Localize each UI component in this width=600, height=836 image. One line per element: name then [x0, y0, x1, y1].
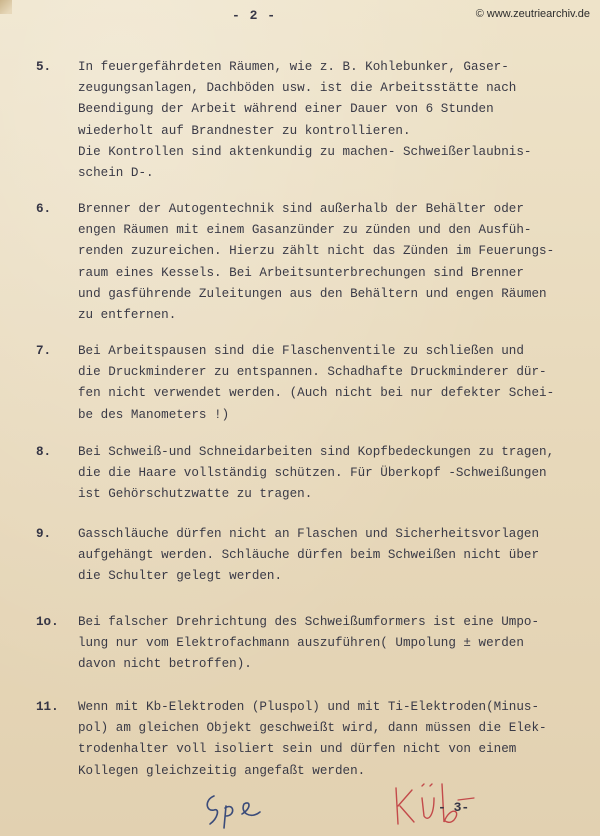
item-number: 7.	[36, 344, 52, 358]
text-line: zu entfernen.	[78, 308, 177, 323]
text-line: lung nur vom Elektrofachmann auszuführen( Umpolung ± werden	[78, 636, 524, 651]
item-number: 6.	[36, 202, 52, 216]
text-line: zeugungsanlagen, Dachböden usw. ist die Arbeitsstätte nach	[78, 81, 517, 96]
text-line: pol) am gleichen Objekt geschweißt wird, dann müssen die Elek-	[78, 721, 547, 736]
page-number-next: - 3-	[438, 800, 470, 815]
item-10	[36, 612, 584, 676]
text-line: Kollegen gleichzeitig angefaßt werden.	[78, 763, 366, 778]
text-line: In feuergefährdeten Räumen, wie z. B. Kohlebunker, Gaser-	[78, 60, 509, 74]
item-8	[36, 442, 584, 506]
text-line: Wenn mit Kb-Elektroden (Pluspol) und mit Ti-Elektroden(Minus-	[78, 700, 540, 714]
text-line: die Druckminderer zu entspannen. Schadhafte Druckminderer dür-	[78, 365, 547, 380]
text-line: wiederholt auf Brandnester zu kontrollieren.	[78, 123, 411, 138]
text-line: die Schulter gelegt werden.	[78, 569, 283, 584]
page-number-top: - 2 -	[232, 8, 277, 23]
text-line: Die Kontrollen sind aktenkundig zu machen- Schweißerlaubnis-	[78, 144, 532, 159]
text-line: be des Manometers !)	[78, 407, 230, 422]
text-line: Gasschläuche dürfen nicht an Flaschen und Sicherheitsvorlagen	[78, 527, 540, 541]
watermark: © www.zeutriearchiv.de	[475, 8, 590, 20]
item-11	[36, 697, 584, 782]
text-line: trodenhalter voll isoliert sein und dürfen nicht von einem	[78, 742, 517, 757]
text-line: Beendigung der Arbeit während einer Dauer von 6 Stunden	[78, 102, 494, 117]
item-5	[36, 57, 584, 184]
item-text	[78, 442, 584, 506]
text-line: schein D-.	[78, 166, 154, 181]
item-number: 5.	[36, 60, 52, 74]
text-line: ist Gehörschutzwatte zu tragen.	[78, 487, 313, 502]
item-text	[78, 524, 584, 588]
text-line: die die Haare vollständig schützen. Für Überkopf -Schweißungen	[78, 466, 547, 481]
text-line: Bei Schweiß-und Schneidarbeiten sind Kopfbedeckungen zu tragen,	[78, 445, 555, 459]
text-line: Brenner der Autogentechnik sind außerhalb der Behälter oder	[78, 202, 524, 216]
paper-fold	[0, 0, 12, 14]
text-line: raum eines Kessels. Bei Arbeitsunterbrechungen sind Brenner	[78, 265, 524, 280]
item-number: 8.	[36, 445, 52, 459]
text-line: engen Räumen mit einem Gasanzünder zu zünden und den Ausfüh-	[78, 223, 532, 238]
item-number: 9.	[36, 527, 52, 541]
text-line: aufgehängt werden. Schläuche dürfen beim Schweißen nicht über	[78, 548, 540, 563]
text-line: fen nicht verwendet werden. (Auch nicht bei nur defekter Schei-	[78, 386, 555, 401]
item-text	[78, 57, 584, 184]
handwritten-signature	[200, 790, 290, 830]
item-number: 11.	[36, 700, 59, 714]
item-text	[78, 341, 584, 426]
text-line: Bei falscher Drehrichtung des Schweißumformers ist eine Umpo-	[78, 615, 540, 629]
text-line: Bei Arbeitspausen sind die Flaschenventile zu schließen und	[78, 344, 524, 358]
text-line: renden zuzureichen. Hierzu zählt nicht das Zünden im Feuerungs-	[78, 244, 555, 259]
item-text	[78, 612, 584, 676]
text-line: davon nicht betroffen).	[78, 657, 252, 672]
item-text	[78, 697, 584, 782]
item-number: 1o.	[36, 615, 59, 629]
item-7	[36, 341, 584, 426]
item-6	[36, 199, 584, 326]
item-text	[78, 199, 584, 326]
item-9	[36, 524, 584, 588]
text-line: und gasführende Zuleitungen aus den Behältern und engen Räumen	[78, 286, 547, 301]
